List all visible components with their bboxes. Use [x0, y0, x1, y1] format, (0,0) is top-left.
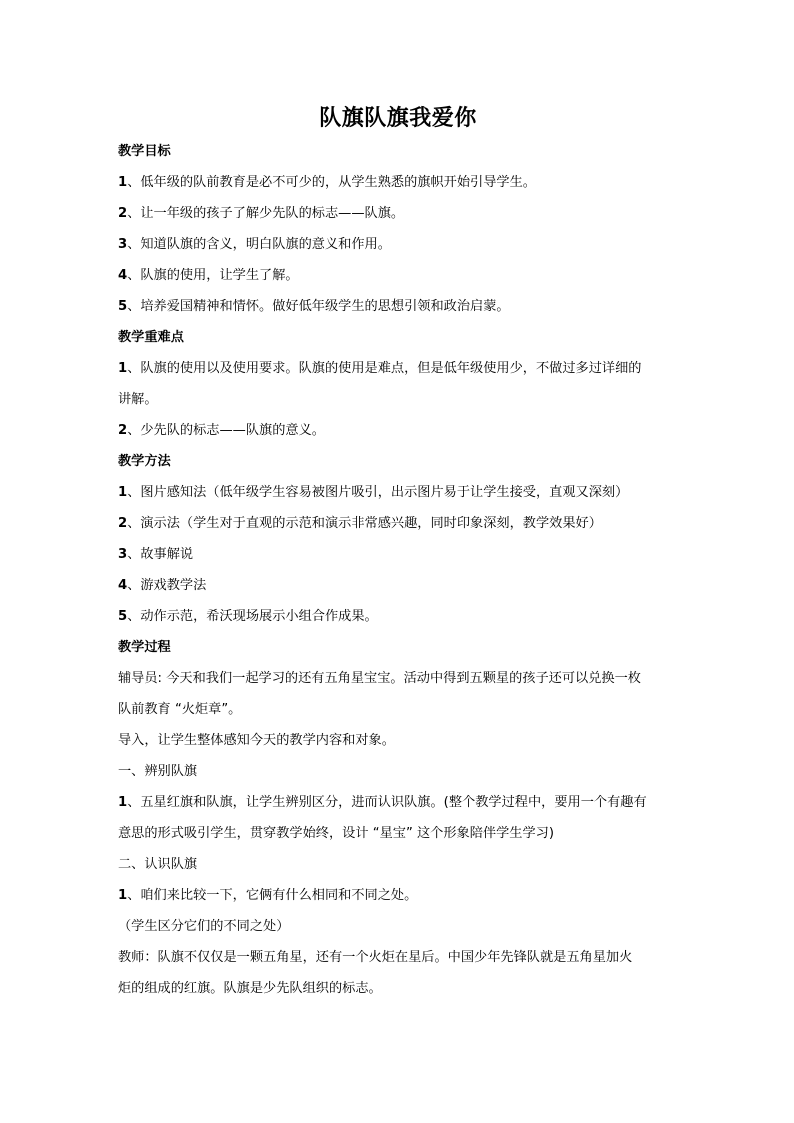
item-text: 、咱们来比较一下，它俩有什么相同和不同之处。 [127, 888, 418, 903]
document-page [118, 96, 678, 1004]
item-number: 5 [118, 299, 128, 314]
item-number: 1 [118, 795, 128, 810]
item-text: 、让一年级的孩子了解少先队的标志——队旗。 [127, 206, 405, 221]
item-text: 、故事解说 [127, 547, 194, 562]
process-item-continuation: 意思的形式吸引学生，贯穿教学始终，设计 “星宝” 这个形象陪伴学生学习) [118, 826, 555, 841]
item-number: 1 [118, 888, 128, 903]
item-text: 、低年级的队前教育是必不可少的，从学生熟悉的旗帜开始引导学生。 [127, 175, 536, 190]
item-number: 1 [118, 175, 128, 190]
item-number: 1 [118, 485, 128, 500]
item-number: 2 [118, 206, 128, 221]
item-text: 、图片感知法（低年级学生容易被图片吸引，出示图片易于让学生接受，直观又深刻） [127, 485, 629, 500]
item-text: 、队旗的使用以及使用要求。队旗的使用是难点，但是低年级使用少，不做过多过详细的 [127, 361, 642, 376]
item-text: 、五星红旗和队旗，让学生辨别区分，进而认识队旗。(整个教学过程中，要用一个有趣有 [127, 795, 647, 810]
section-heading-process: 教学过程 [118, 640, 171, 655]
section-heading-goals: 教学目标 [118, 144, 171, 159]
item-number: 2 [118, 516, 128, 531]
process-note: （学生区分它们的不同之处） [118, 919, 290, 934]
item-number: 4 [118, 268, 128, 283]
goal-item [118, 291, 678, 322]
item-text: 、队旗的使用，让学生了解。 [127, 268, 299, 283]
process-intro-line: 辅导员: 今天和我们一起学习的还有五角星宝宝。活动中得到五颗星的孩子还可以兑换一枚 [118, 671, 641, 686]
item-text: 、演示法（学生对于直观的示范和演示非常感兴趣，同时印象深刻，教学效果好） [127, 516, 602, 531]
item-number: 2 [118, 423, 128, 438]
item-number: 3 [118, 237, 128, 252]
item-number: 4 [118, 578, 128, 593]
item-text: 、培养爱国精神和情怀。做好低年级学生的思想引领和政治启蒙。 [127, 299, 510, 314]
process-lead-in: 导入，让学生整体感知今天的教学内容和对象。 [118, 733, 395, 748]
item-text: 、少先队的标志——队旗的意义。 [127, 423, 325, 438]
method-item [118, 601, 678, 632]
process-intro-line: 队前教育 “火炬章”。 [118, 702, 242, 717]
difficulty-item-continuation: 讲解。 [118, 392, 158, 407]
item-text: 、知道队旗的含义，明白队旗的意义和作用。 [127, 237, 391, 252]
difficulty-item [118, 353, 678, 384]
item-text: 、游戏教学法 [127, 578, 207, 593]
goal-item [118, 229, 678, 260]
method-item [118, 477, 678, 508]
section-heading-methods: 教学方法 [118, 454, 171, 469]
process-teacher-line: 炬的组成的红旗。队旗是少先队组织的标志。 [118, 981, 382, 996]
goal-item [118, 167, 678, 198]
item-number: 5 [118, 609, 128, 624]
section-heading-difficulties: 教学重难点 [118, 330, 184, 345]
goal-item [118, 260, 678, 291]
process-item [118, 880, 678, 911]
process-part-title: 一、辨别队旗 [118, 764, 198, 779]
method-item [118, 508, 678, 539]
item-text: 、动作示范，希沃现场展示小组合作成果。 [127, 609, 378, 624]
method-item [118, 539, 678, 570]
document-title: 队旗队旗我爱你 [319, 106, 477, 131]
item-number: 3 [118, 547, 128, 562]
process-item [118, 787, 678, 818]
method-item [118, 570, 678, 601]
goal-item [118, 198, 678, 229]
process-teacher-line: 教师：队旗不仅仅是一颗五角星，还有一个火炬在星后。中国少年先锋队就是五角星加火 [118, 950, 633, 965]
difficulty-item [118, 415, 678, 446]
item-number: 1 [118, 361, 128, 376]
process-part-title: 二、认识队旗 [118, 857, 198, 872]
